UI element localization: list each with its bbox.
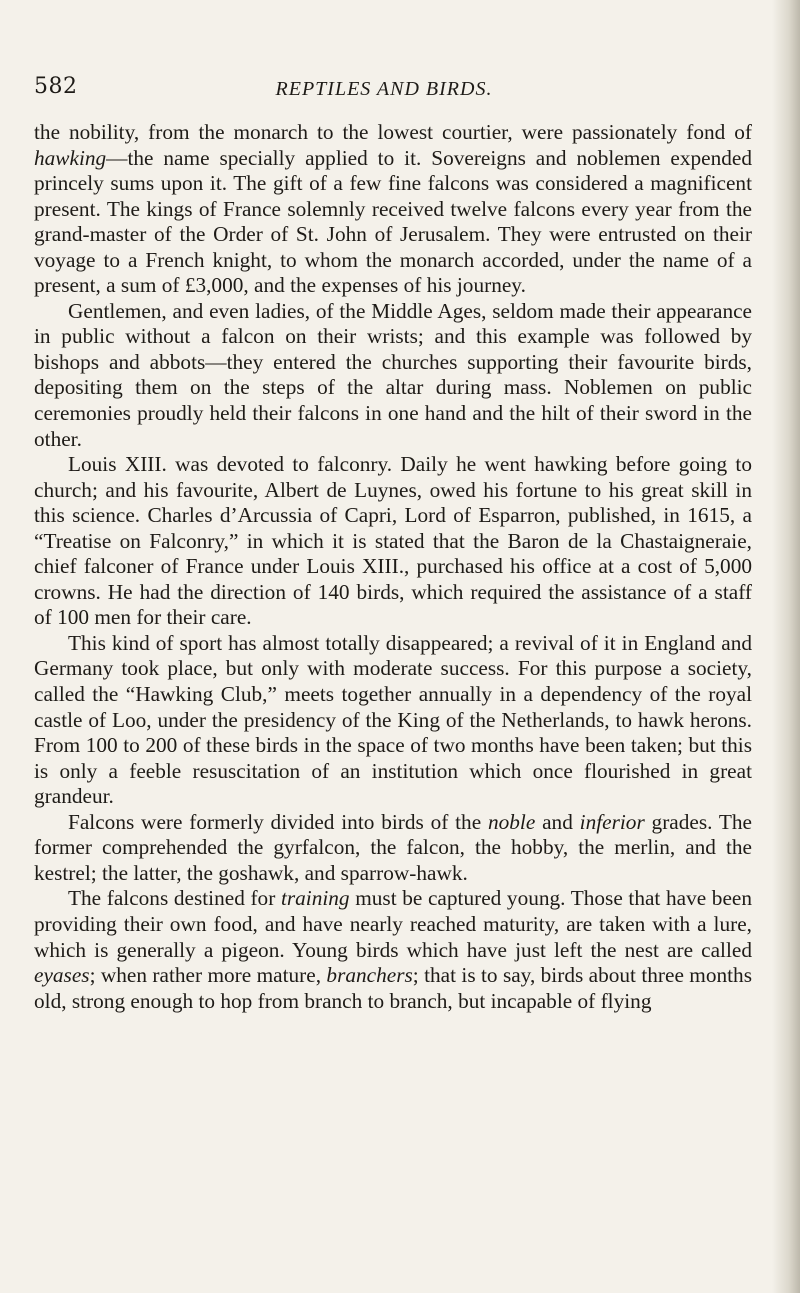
paragraph-1-text-b: —the name specially applied to it. Sovereigns and noblemen expended princely sums upon it. The gift of a few fine falcons was considered a magnificent present. The kings of France solemnly received twelve falcons every year from the grand-master of the Order of St. John of Jerusalem. They were entrusted on their voyage to a French knight, to whom the monarch accorded, under the name of a present, a sum of £3,000, and the expenses of his journey.: [34, 145, 752, 298]
emphasis-eyases: eyases: [34, 963, 90, 988]
paragraph-4: This kind of sport has almost totally disappeared; a revival of it in England and Germany took place, but only with moderate success. For this purpose a society, called the “Hawking Club,” meets together annually in a dependency of the royal castle of Loo, under the presidency of the King of the Netherlands, to hawk herons. From 100 to 200 of these birds in the space of two months have been taken; but this is only a feeble resuscitation of an institution which once flourished in great grandeur.: [34, 630, 752, 809]
emphasis-hawking: hawking: [34, 145, 107, 170]
paragraph-5-text-a: Falcons were formerly divided into birds of the: [68, 809, 488, 834]
page-number: 582: [34, 74, 78, 99]
paragraph-5: [34, 810, 752, 887]
paragraph-5-text-b: and: [535, 809, 580, 834]
page-header: [34, 74, 734, 104]
paragraph-3: Louis XIII. was devoted to falconry. Daily he went hawking before going to church; and his favourite, Albert de Luynes, owed his fortune to his great skill in this science. Charles d’Arcussia of Capri, Lord of Esparron, published, in 1615, a “Treatise on Falconry,” in which it is stated that the Baron de la Chastaigneraie, chief falconer of France under Louis XIII., purchased his office at a cost of 5,000 crowns. He had the direction of 140 birds, which required the assistance of a staff of 100 men for their care.: [34, 452, 752, 630]
running-head: REPTILES AND BIRDS.: [275, 78, 493, 100]
paragraph-6: [34, 886, 752, 1014]
emphasis-training: training: [280, 886, 350, 911]
paragraph-1-text-a: the nobility, from the monarch to the lowest courtier, were passionately fond of: [34, 120, 752, 144]
paragraph-2: Gentlemen, and even ladies, of the Middle Ages, seldom made their appearance in public without a falcon on their wrists; and this example was followed by bishops and abbots—they entered the churches supporting their favourite birds, depositing them on the steps of the altar during mass. Noblemen on public ceremonies proudly held their falcons in one hand and the hilt of their sword in the other.: [34, 298, 752, 451]
emphasis-inferior: inferior: [579, 809, 645, 834]
page-edge-shadow: [772, 0, 800, 1293]
paragraph-6-text-d: ; that is to say, birds about three months old, strong enough to hop from branch to branch, but incapable of flying: [34, 963, 752, 1013]
paragraph-1: [34, 120, 752, 299]
paragraph-6-text-a: The falcons destined for: [68, 886, 281, 911]
body-text: [34, 120, 752, 1014]
emphasis-branchers: branchers: [326, 963, 413, 988]
paragraph-6-text-b: must be captured young. Those that have been providing their own food, and have nearly reached maturity, are taken with a lure, which is generally a pigeon. Young birds which have just left the nest are called: [34, 886, 752, 962]
paragraph-6-text-c: ; when rather more mature,: [89, 963, 327, 988]
emphasis-noble: noble: [487, 809, 536, 834]
paragraph-5-text-c: grades. The former comprehended the gyrfalcon, the falcon, the hobby, the merlin, and the kestrel; the latter, the goshawk, and sparrow-hawk.: [34, 809, 752, 885]
